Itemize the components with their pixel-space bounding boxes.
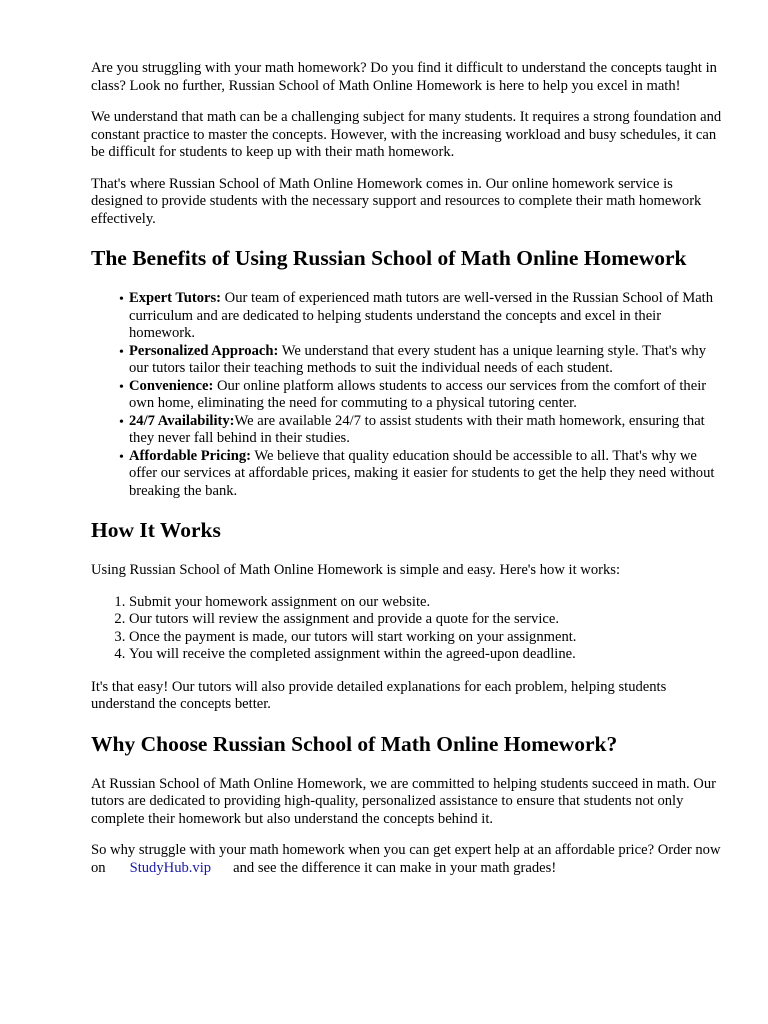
bullet-icon: • (119, 292, 124, 307)
bullet-icon: • (119, 379, 124, 395)
benefit-title: Personalized Approach: (129, 342, 279, 359)
benefit-text: We are available 24/7 to assist students with their math homework, ensuring that they never fall behind in their studies. (129, 412, 705, 446)
bullet-icon: • (119, 449, 124, 465)
why-paragraph: At Russian School of Math Online Homework, we are committed to helping students succeed in math. Our tutors are dedicated to providing high-quality, personalized assistance to ensure that students not only complete their homework but also understand the concepts behind it. (91, 775, 716, 827)
studyhub-link[interactable]: StudyHub.vip (129, 859, 212, 876)
why-choose-heading: Why Choose Russian School of Math Online Homework? (91, 731, 618, 756)
step-item: 4. You will receive the completed assignment within the agreed-upon deadline. (129, 646, 724, 664)
how-intro-paragraph: Using Russian School of Math Online Homework is simple and easy. Here's how it works: (91, 562, 621, 578)
benefit-title: Expert Tutors: (129, 290, 222, 306)
list-item (119, 290, 724, 343)
list-item (119, 412, 724, 448)
intro-paragraph-1: Are you struggling with your math homework? Do you find it difficult to understand the concepts taught in class? Look no further, Russian School of Math Online Homework is here to help you excel in math! (91, 60, 717, 94)
closing-paragraph (91, 842, 724, 877)
bullet-icon: • (119, 414, 124, 430)
step-item: 2. Our tutors will review the assignment and provide a quote for the service. (129, 611, 724, 629)
step-item: 1. Submit your homework assignment on our website. (129, 594, 724, 612)
benefit-title: Affordable Pricing: (129, 447, 251, 464)
intro-paragraph-3: That's where Russian School of Math Online Homework comes in. Our online homework service is designed to provide students with the necessary support and resources to complete their math homework effectively. (91, 175, 702, 227)
steps-list (91, 594, 724, 664)
benefit-text: Our team of experienced math tutors are well-versed in the Russian School of Math curriculum and are dedicated to helping students understand the concepts and excel in their homework. (129, 290, 714, 341)
bullet-icon: • (119, 344, 124, 360)
list-item (119, 342, 724, 378)
benefit-text: Our online platform allows students to access our services from the comfort of their own home, eliminating the need for commuting to a physical tutoring center. (129, 377, 707, 411)
how-outro-paragraph: It's that easy! Our tutors will also provide detailed explanations for each problem, helping students understand the concepts better. (91, 678, 667, 712)
step-item: 3. Once the payment is made, our tutors will start working on your assignment. (129, 629, 724, 647)
benefit-title: Convenience: (129, 377, 214, 394)
list-item (119, 447, 724, 501)
list-item (119, 377, 724, 413)
benefits-list (91, 290, 724, 500)
benefit-text: We understand that every student has a unique learning style. That's why our tutors tailor their teaching methods to suit the individual needs of each student. (129, 342, 707, 376)
benefit-text: We believe that quality education should be accessible to all. That's why we offer our services at affordable prices, making it easier for students to get the help they need without breaking the bank. (129, 447, 715, 499)
benefit-title: 24/7 Availability: (129, 412, 235, 429)
closing-text-before: So why struggle with your math homework when you can get expert help at an affordable price? Order now on (91, 842, 721, 876)
benefits-heading: The Benefits of Using Russian School of Math Online Homework (91, 246, 687, 270)
closing-text-after: and see the difference it can make in your math grades! (233, 859, 557, 876)
how-it-works-heading: How It Works (91, 518, 221, 542)
intro-paragraph-2: We understand that math can be a challenging subject for many students. It requires a strong foundation and constant practice to master the concepts. However, with the increasing workload and busy schedules, it can be difficult for students to keep up with their math homework. (91, 109, 722, 160)
